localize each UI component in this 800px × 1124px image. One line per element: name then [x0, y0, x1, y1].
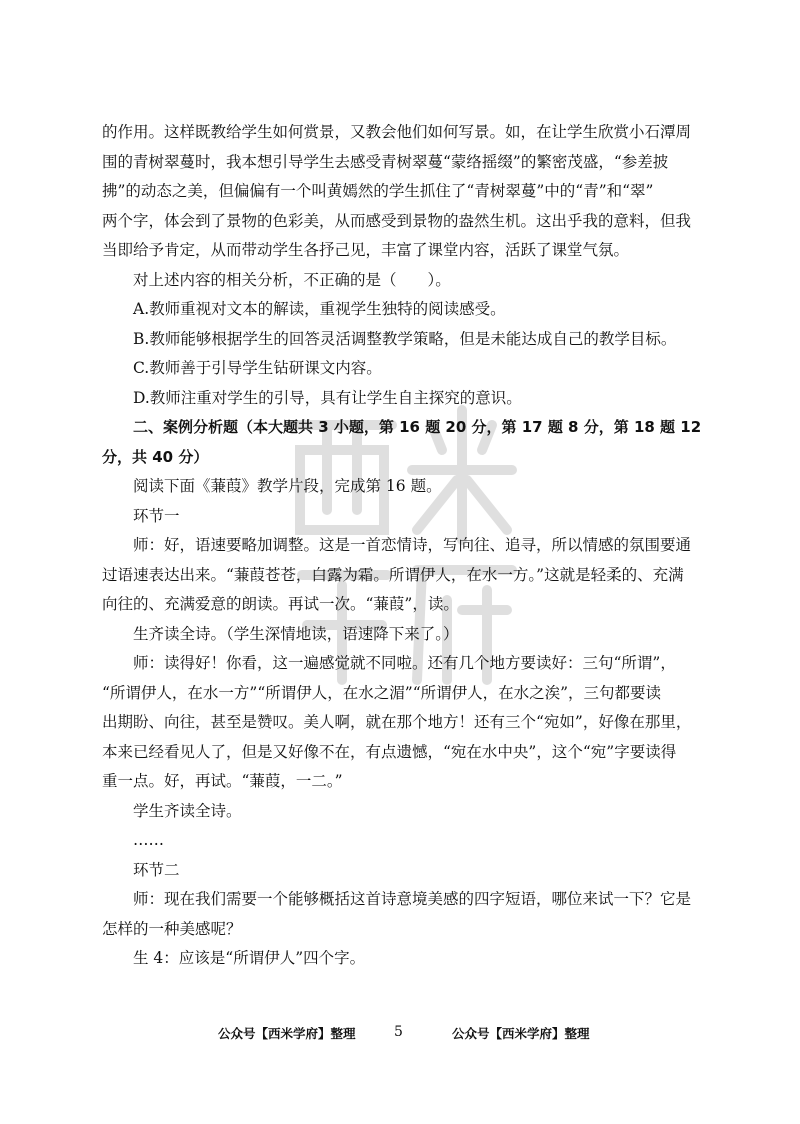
stage-label: 环节一 [133, 506, 180, 525]
option-b: B.教师能够根据学生的回答灵活调整教学策略，但是未能达成自己的教学目标。 [133, 329, 677, 348]
text-line: 师：现在我们需要一个能够概括这首诗意境美感的四字短语，哪位来试一下？它是 [133, 890, 692, 908]
reading-instruction: 阅读下面《蒹葭》教学片段，完成第 16 题。 [133, 477, 442, 495]
section-heading-cont: 分，共 40 分） [102, 447, 209, 466]
text-line: 过语速表达出来。“蒹葭苍苍，白露为霜。所谓伊人，在水一方。”这就是轻柔的、充满 [102, 565, 684, 584]
text-line: 出期盼、向往，甚至是赞叹。美人啊，就在那个地方！还有三个“宛如”，好像在那里， [102, 713, 692, 731]
option-a: A.教师重视对文本的解读，重视学生独特的阅读感受。 [133, 300, 506, 318]
main-text [102, 118, 702, 974]
text-line: 拂”的动态之美，但偏偏有一个叫黄嫣然的学生抓住了“青树翠蔓”中的“青”和“翠” [102, 182, 654, 200]
section-heading: 二、案例分析题（本大题共 3 小题，第 16 题 20 分，第 17 题 8 分，第 18 题 12 [133, 418, 702, 436]
option-c: C.教师善于引导学生钻研课文内容。 [133, 359, 382, 377]
text-line: 重一点。好，再试。“蒹葭，一二。” [102, 772, 343, 790]
text-line: 当即给予肯定，从而带动学生各抒己见，丰富了课堂内容，活跃了课堂气氛。 [102, 241, 630, 259]
text-line: 学生齐读全诗。 [133, 801, 242, 820]
text-line: 本来已经看见人了，但是又好像不在，有点遗憾，“宛在水中央”，这个“宛”字要读得 [102, 742, 677, 761]
footer-right: 公众号【西米学府】整理 [452, 1026, 590, 1041]
text-line: 围的青树翠蔓时，我本想引导学生去感受青树翠蔓“蒙络摇缀”的繁密茂盛，“参差披 [102, 152, 669, 171]
footer-left: 公众号【西米学府】整理 [218, 1026, 356, 1041]
text-line: 的作用。这样既教给学生如何赏景，又教会他们如何写景。如，在让学生欣赏小石潭周 [102, 123, 692, 141]
text-line: 生 4：应该是“所谓伊人”四个字。 [133, 949, 366, 967]
text-line: 怎样的一种美感呢？ [102, 919, 242, 938]
text-line: 两个字，体会到了景物的色彩美，从而感受到景物的盎然生机。这出乎我的意料，但我 [102, 211, 692, 230]
text-line: 生齐读全诗。（学生深情地读，语速降下来了。） [133, 624, 459, 643]
text-line: 师：好，语速要略加调整。这是一首恋情诗，写向往、追寻，所以情感的氛围要通 [133, 536, 692, 554]
page-footer [0, 1024, 800, 1048]
text-line: 向往的、充满爱意的朗读。再试一次。“蒹葭”，读。 [102, 595, 459, 613]
text-line: 师：读得好！你看，这一遍感觉就不同啦。还有几个地方要读好：三句“所谓”， [133, 654, 676, 672]
ellipsis: …… [133, 831, 164, 849]
page-number: 5 [394, 1024, 403, 1040]
option-d: D.教师注重对学生的引导，具有让学生自主探究的意识。 [133, 388, 522, 407]
stage-label: 环节二 [133, 860, 180, 879]
text-line: “所谓伊人，在水一方”“所谓伊人，在水之湄”“所谓伊人，在水之涘”，三句都要读 [102, 683, 662, 702]
question-stem: 对上述内容的相关分析，不正确的是（ ）。 [133, 270, 451, 289]
